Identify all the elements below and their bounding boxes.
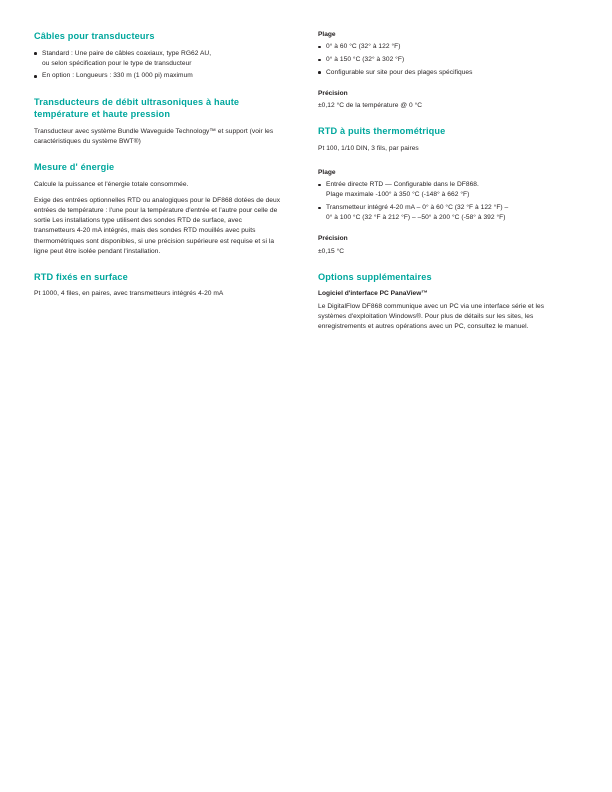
bullet-dot-icon	[318, 59, 321, 62]
section-heading: Précision	[318, 235, 348, 243]
paragraph: Pt 100, 1/10 DIN, 3 fils, par paires	[318, 144, 419, 152]
section-heading: Plage	[318, 31, 336, 38]
paragraph: Transducteur avec système Bundle Waveguide Technology™ et support (voir les caractéristiques du système BWT®)	[34, 127, 274, 145]
list-item	[318, 42, 568, 52]
bullet-dot-icon	[318, 71, 321, 74]
list-item-text: Configurable sur site pour des plages spécifiques	[326, 68, 473, 76]
section-heading: RTD à puits thermométrique	[318, 126, 446, 137]
section-heading: RTD fixés en surface	[34, 271, 128, 282]
section-rtd-puits-thermometrique	[318, 125, 568, 154]
section-heading: Mesure d' énergie	[34, 162, 115, 173]
list-item-text: 0° à 150 °C (32° à 302 °F)	[326, 55, 405, 63]
list-item	[318, 68, 568, 78]
paragraph: Exige des entrées optionnelles RTD ou analogiques pour le DF868 dotées de deux entrées de température : l'une pour la température d'entrée et l'autre pour celle de sortie Les installations type utilisent des sondes RTD de surface, avec transmetteurs 4-20 mA intégrés, mais des sondes RTD mouillés avec puits thermométriques sont disponibles, si une précision supérieure est requise et si la ligne peut être isolée pendant l'installation.	[34, 196, 281, 255]
bullet-list	[34, 49, 284, 82]
list-item-continuation: ou selon spécification pour le type de transducteur	[42, 59, 192, 67]
section-heading: Plage	[318, 168, 336, 176]
section-plage-1	[318, 30, 568, 78]
right-column	[318, 30, 568, 346]
paragraph: Pt 1000, 4 files, en paires, avec transmetteurs intégrés 4-20 mA	[34, 290, 224, 298]
left-column	[34, 30, 284, 314]
list-item-text: Standard : Une paire de câbles coaxiaux, type RG62 AU,	[42, 49, 212, 57]
bullet-dot-icon	[318, 207, 321, 210]
list-item-text: Entrée directe RTD — Configurable dans le DF868.	[326, 181, 479, 189]
section-options-supplementaires	[318, 271, 568, 332]
section-heading: Transducteurs de débit ultrasoniques à haute température et haute pression	[34, 96, 240, 120]
list-item	[318, 203, 568, 223]
list-item	[318, 55, 568, 65]
list-item-text: Transmetteur intégré 4-20 mA – 0° à 60 °C (32 °F à 122 °F) –	[326, 204, 509, 212]
bullet-dot-icon	[318, 184, 321, 187]
bullet-list	[318, 180, 568, 223]
paragraph: ±0,15 °C	[318, 247, 345, 255]
section-heading: Options supplémentaires	[318, 271, 432, 282]
section-heading: Précision	[318, 89, 348, 97]
section-rtd-fixes-surface	[34, 271, 284, 300]
paragraph: Le DigitalFlow DF868 communique avec un PC via une interface série et les systèmes d'exploitation Windows®. Pour plus de détails sur les sites, les enregistrements et autres opérations avec un PC, consultez le manuel.	[318, 302, 545, 330]
paragraph: Calcule la puissance et l'énergie totale consommée.	[34, 180, 189, 188]
list-item-text: 0° à 60 °C (32° à 122 °F)	[326, 43, 401, 51]
section-precision-2	[318, 234, 568, 256]
bullet-dot-icon	[318, 46, 321, 49]
paragraph: ±0,12 °C de la température @ 0 °C	[318, 102, 423, 110]
bullet-dot-icon	[34, 52, 37, 55]
section-mesure-energie	[34, 161, 284, 257]
list-item-text: En option : Longueurs : 330 m (1 000 pi) maximum	[42, 72, 193, 80]
bullet-dot-icon	[34, 75, 37, 78]
list-item	[34, 71, 284, 81]
section-cables-transducteurs	[34, 30, 284, 82]
section-heading: Câbles pour transducteurs	[34, 31, 155, 41]
section-transducteurs-haute-temperature	[34, 96, 284, 147]
section-precision-1	[318, 89, 568, 111]
list-item	[34, 49, 284, 69]
sub-heading: Logiciel d'interface PC PanaView™	[318, 290, 428, 298]
bullet-list	[318, 42, 568, 78]
section-plage-2	[318, 168, 568, 224]
list-item-continuation: 0° à 100 °C (32 °F à 212 °F) – –50° à 200 °C (-58° à 392 °F)	[326, 214, 506, 222]
list-item-continuation: Plage maximale -100° à 350 °C (-148° à 662 °F)	[326, 191, 470, 199]
list-item	[318, 180, 568, 200]
